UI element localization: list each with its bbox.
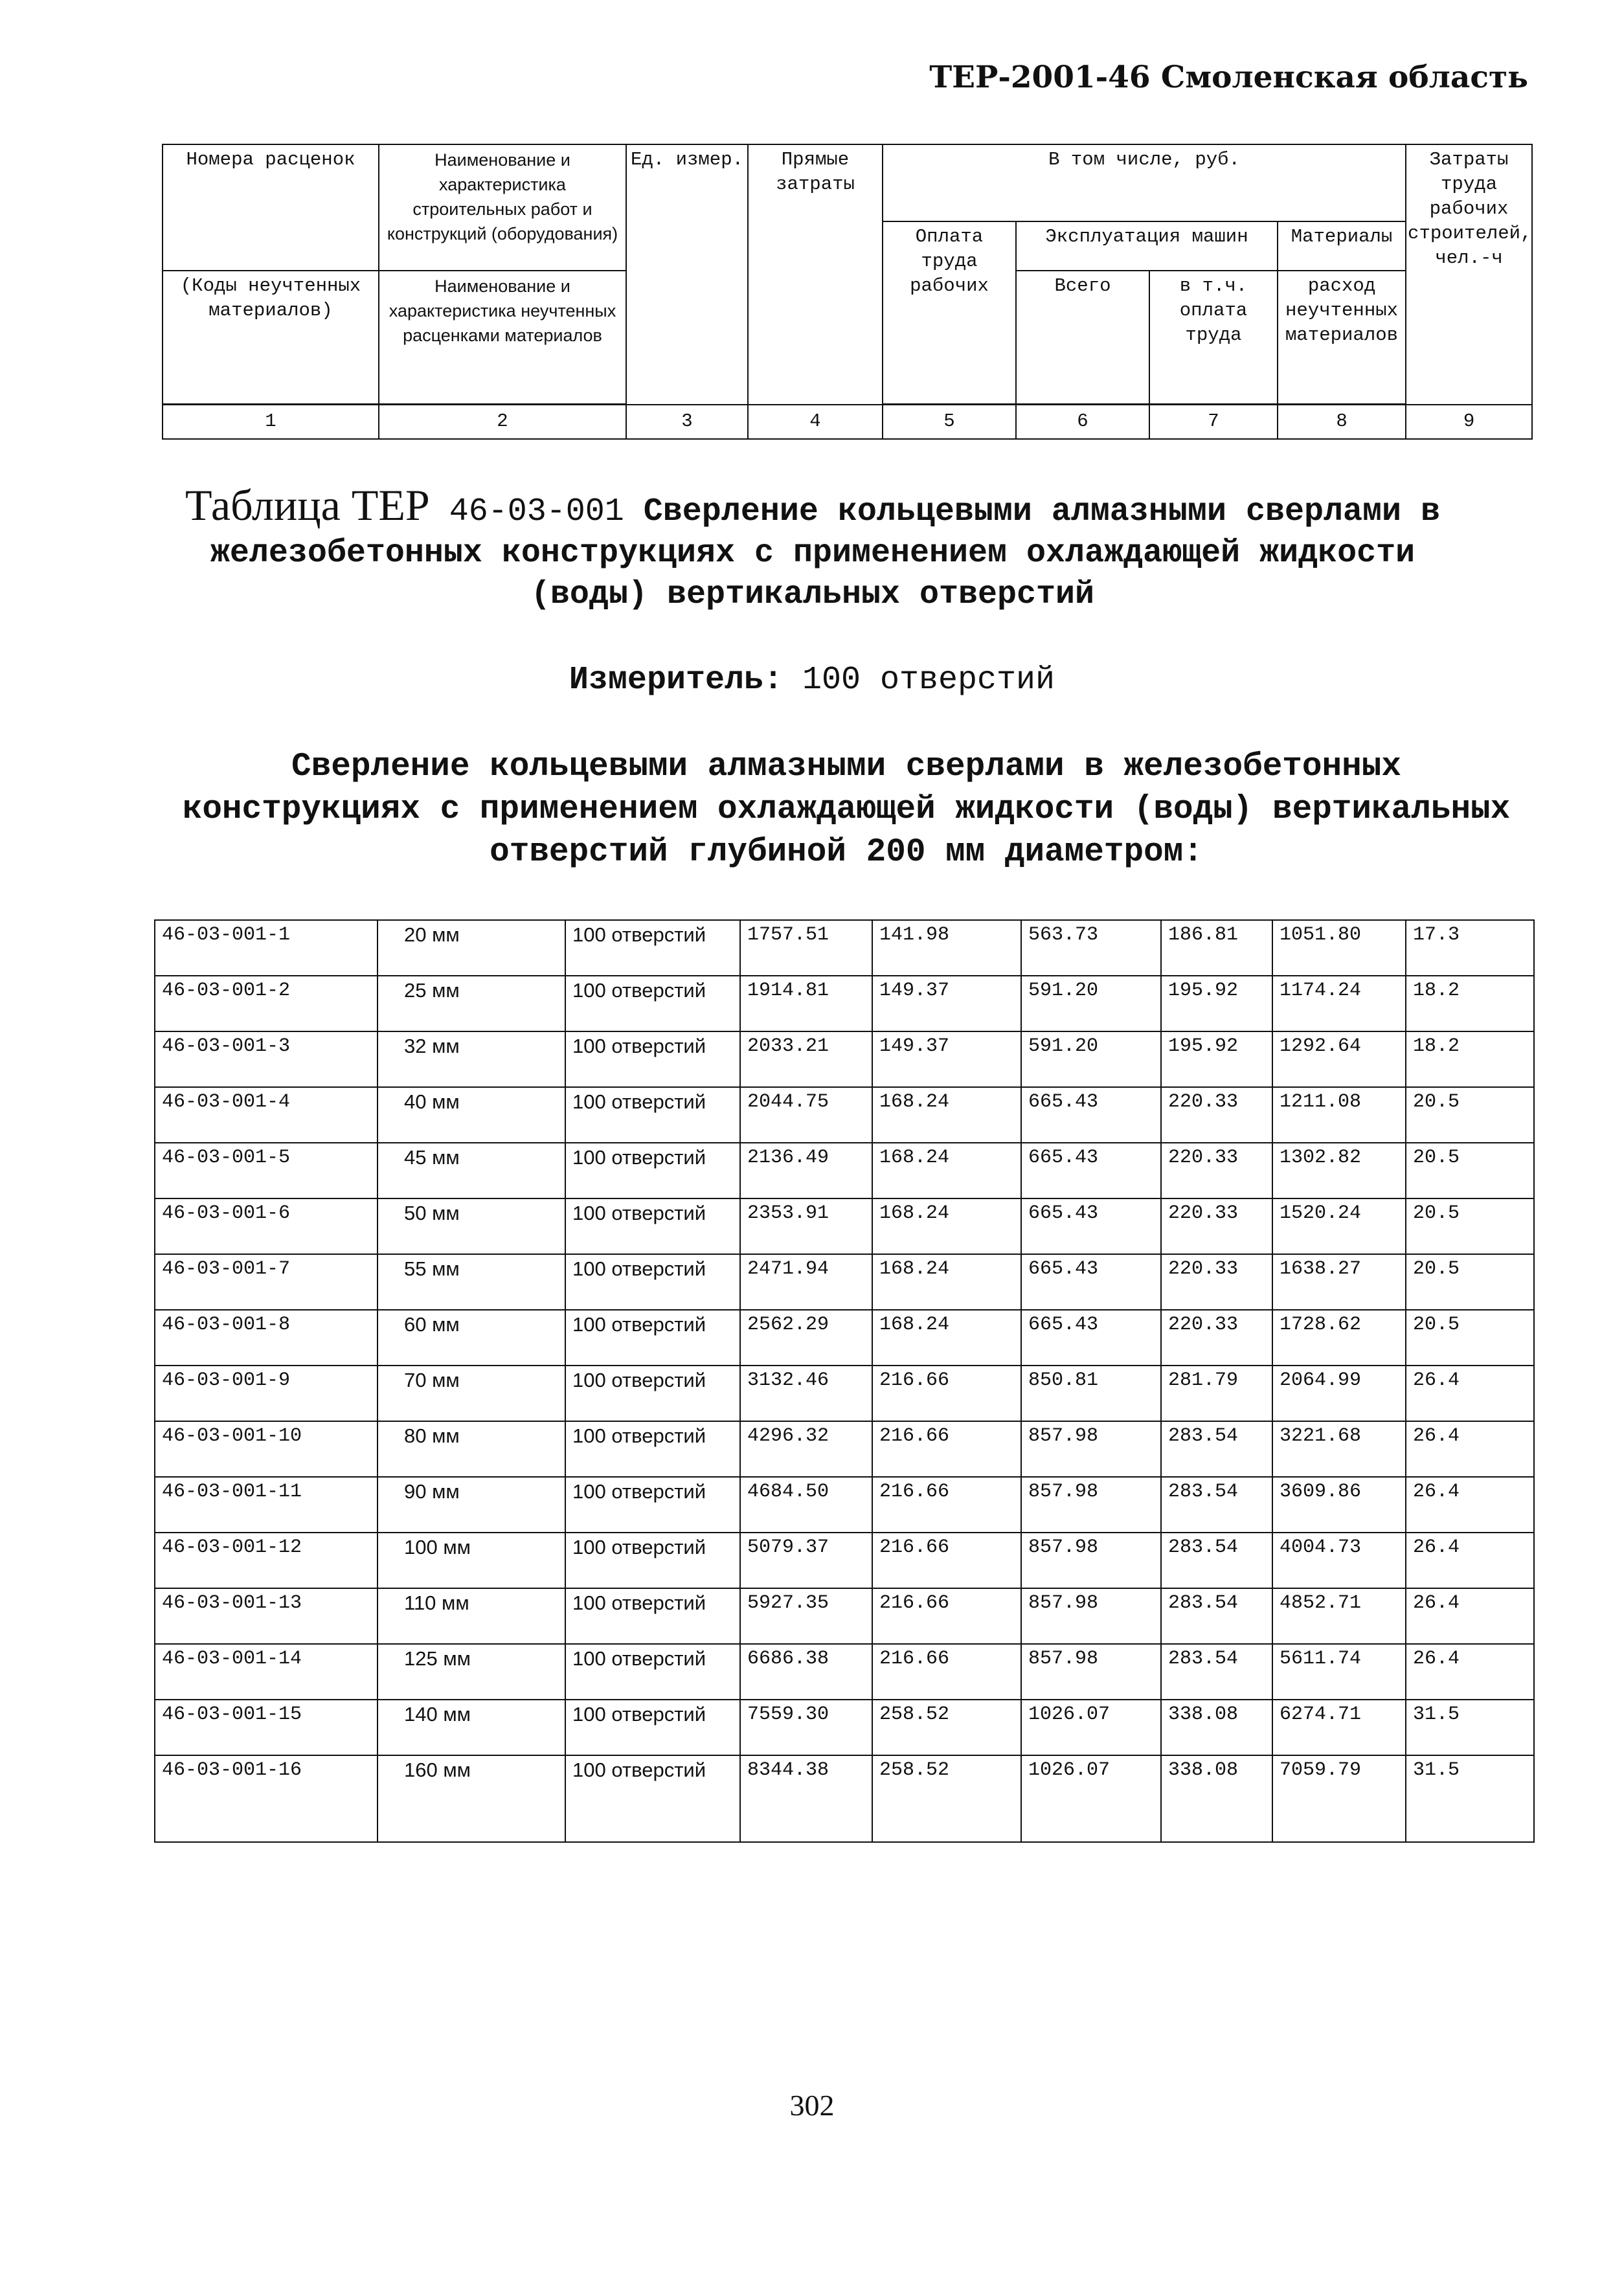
cell-unit: 100 отверстий (565, 1198, 740, 1254)
cell-rate-code: 46-03-001-14 (155, 1644, 378, 1700)
header-unit: Ед. измер. (626, 144, 748, 405)
cell-unit: 100 отверстий (565, 976, 740, 1031)
cell-labor-hours: 18.2 (1406, 1031, 1534, 1087)
cell-worker-wages: 168.24 (872, 1310, 1021, 1366)
cell-machine-wages: 283.54 (1161, 1477, 1272, 1533)
cell-direct-costs: 2562.29 (740, 1310, 872, 1366)
cell-unit: 100 отверстий (565, 1366, 740, 1421)
cell-diameter: 100 мм (378, 1533, 565, 1588)
cell-worker-wages: 168.24 (872, 1198, 1021, 1254)
cell-machines-total: 591.20 (1021, 1031, 1161, 1087)
cell-unit: 100 отверстий (565, 1588, 740, 1644)
section-title: Сверление кольцевыми алмазными сверлами в железобетонных конструкциях с применением охлаждающей жидкости (воды) вертикальных отверстий глубиной 200 мм диаметром: (182, 748, 1511, 871)
cell-labor-hours: 17.3 (1406, 920, 1534, 976)
cell-machine-wages: 283.54 (1161, 1533, 1272, 1588)
table-row (155, 1254, 1534, 1310)
cell-rate-code: 46-03-001-8 (155, 1310, 378, 1366)
cell-direct-costs: 2044.75 (740, 1087, 872, 1143)
cell-diameter: 25 мм (378, 976, 565, 1031)
table-row (155, 920, 1534, 976)
cell-materials-cost: 1728.62 (1272, 1310, 1406, 1366)
cell-direct-costs: 2033.21 (740, 1031, 872, 1087)
cell-rate-code: 46-03-001-12 (155, 1533, 378, 1588)
cell-diameter: 20 мм (378, 920, 565, 976)
col-number: 2 (379, 405, 626, 439)
table-row (155, 1087, 1534, 1143)
cell-machine-wages: 281.79 (1161, 1366, 1272, 1421)
col-number: 6 (1016, 405, 1149, 439)
cell-labor-hours: 26.4 (1406, 1588, 1534, 1644)
col-number: 7 (1149, 405, 1278, 439)
table-row (155, 1755, 1534, 1842)
rates-table (154, 919, 1535, 1843)
cell-direct-costs: 4296.32 (740, 1421, 872, 1477)
cell-worker-wages: 216.66 (872, 1366, 1021, 1421)
cell-machine-wages: 283.54 (1161, 1588, 1272, 1644)
cell-materials-cost: 1051.80 (1272, 920, 1406, 976)
cell-machines-total: 857.98 (1021, 1588, 1161, 1644)
cell-rate-code: 46-03-001-7 (155, 1254, 378, 1310)
cell-direct-costs: 1757.51 (740, 920, 872, 976)
cell-worker-wages: 258.52 (872, 1700, 1021, 1755)
cell-unit: 100 отверстий (565, 1700, 740, 1755)
cell-diameter: 50 мм (378, 1198, 565, 1254)
cell-direct-costs: 4684.50 (740, 1477, 872, 1533)
cell-direct-costs: 2353.91 (740, 1198, 872, 1254)
table-row (155, 1421, 1534, 1477)
cell-machine-wages: 283.54 (1161, 1644, 1272, 1700)
cell-direct-costs: 7559.30 (740, 1700, 872, 1755)
cell-rate-code: 46-03-001-5 (155, 1143, 378, 1198)
cell-machines-total: 665.43 (1021, 1143, 1161, 1198)
cell-unit: 100 отверстий (565, 1644, 740, 1700)
cell-materials-cost: 1520.24 (1272, 1198, 1406, 1254)
header-spacer (163, 221, 379, 271)
col-number: 5 (883, 405, 1016, 439)
cell-materials-cost: 1302.82 (1272, 1143, 1406, 1198)
measure-value: 100 отверстий (802, 662, 1055, 699)
cell-rate-code: 46-03-001-4 (155, 1087, 378, 1143)
cell-labor-hours: 20.5 (1406, 1143, 1534, 1198)
cell-machines-total: 1026.07 (1021, 1700, 1161, 1755)
table-row (155, 1310, 1534, 1366)
cell-machine-wages: 186.81 (1161, 920, 1272, 976)
cell-materials-cost: 4004.73 (1272, 1533, 1406, 1588)
header-including: В том числе, руб. (883, 144, 1406, 221)
col-number: 1 (163, 405, 379, 439)
cell-labor-hours: 26.4 (1406, 1421, 1534, 1477)
cell-rate-code: 46-03-001-6 (155, 1198, 378, 1254)
cell-worker-wages: 141.98 (872, 920, 1021, 976)
cell-machines-total: 1026.07 (1021, 1755, 1161, 1842)
header-machines-total: Всего (1016, 271, 1149, 403)
header-unaccounted-description: Наименование и характеристика неучтенных расценками материалов (379, 271, 626, 403)
cell-direct-costs: 5079.37 (740, 1533, 872, 1588)
cell-materials-cost: 1174.24 (1272, 976, 1406, 1031)
cell-worker-wages: 168.24 (872, 1143, 1021, 1198)
table-row (155, 1533, 1534, 1588)
col-number: 9 (1406, 405, 1532, 439)
header-rate-numbers: Номера расценок (163, 144, 379, 221)
cell-worker-wages: 216.66 (872, 1421, 1021, 1477)
cell-machine-wages: 338.08 (1161, 1755, 1272, 1842)
cell-materials-cost: 3609.86 (1272, 1477, 1406, 1533)
page-number: 302 (789, 2089, 835, 2122)
cell-diameter: 32 мм (378, 1031, 565, 1087)
table-row (155, 1143, 1534, 1198)
cell-diameter: 40 мм (378, 1087, 565, 1143)
cell-unit: 100 отверстий (565, 1477, 740, 1533)
cell-direct-costs: 2471.94 (740, 1254, 872, 1310)
cell-unit: 100 отверстий (565, 1533, 740, 1588)
table-row (155, 1588, 1534, 1644)
cell-labor-hours: 26.4 (1406, 1477, 1534, 1533)
cell-materials-cost: 2064.99 (1272, 1366, 1406, 1421)
cell-materials-cost: 1638.27 (1272, 1254, 1406, 1310)
cell-unit: 100 отверстий (565, 1143, 740, 1198)
cell-labor-hours: 26.4 (1406, 1644, 1534, 1700)
cell-direct-costs: 8344.38 (740, 1755, 872, 1842)
cell-worker-wages: 216.66 (872, 1644, 1021, 1700)
cell-rate-code: 46-03-001-11 (155, 1477, 378, 1533)
cell-materials-cost: 3221.68 (1272, 1421, 1406, 1477)
cell-diameter: 60 мм (378, 1310, 565, 1366)
cell-labor-hours: 20.5 (1406, 1254, 1534, 1310)
cell-rate-code: 46-03-001-10 (155, 1421, 378, 1477)
cell-unit: 100 отверстий (565, 1254, 740, 1310)
cell-labor-hours: 18.2 (1406, 976, 1534, 1031)
col-number: 3 (626, 405, 748, 439)
table-row (155, 1031, 1534, 1087)
cell-diameter: 125 мм (378, 1644, 565, 1700)
table-row (155, 1198, 1534, 1254)
cell-machines-total: 857.98 (1021, 1533, 1161, 1588)
cell-labor-hours: 20.5 (1406, 1087, 1534, 1143)
cell-machine-wages: 220.33 (1161, 1254, 1272, 1310)
header-materials: Материалы (1278, 221, 1406, 271)
cell-diameter: 45 мм (378, 1143, 565, 1198)
header-unaccounted-materials: расход неучтенных материалов (1278, 271, 1406, 403)
cell-machines-total: 857.98 (1021, 1644, 1161, 1700)
cell-direct-costs: 5927.35 (740, 1588, 872, 1644)
header-wages: Оплата труда рабочих (883, 221, 1016, 403)
cell-machine-wages: 195.92 (1161, 1031, 1272, 1087)
cell-materials-cost: 1292.64 (1272, 1031, 1406, 1087)
cell-labor-hours: 31.5 (1406, 1755, 1534, 1842)
cell-direct-costs: 1914.81 (740, 976, 872, 1031)
cell-rate-code: 46-03-001-16 (155, 1755, 378, 1842)
running-header: ТЕР-2001-46 Смоленская область (929, 60, 1528, 95)
cell-worker-wages: 258.52 (872, 1755, 1021, 1842)
cell-machines-total: 665.43 (1021, 1310, 1161, 1366)
cell-machines-total: 665.43 (1021, 1198, 1161, 1254)
cell-rate-code: 46-03-001-9 (155, 1366, 378, 1421)
cell-machine-wages: 220.33 (1161, 1143, 1272, 1198)
cell-unit: 100 отверстий (565, 1310, 740, 1366)
table-title-lead: Таблица ТЕР (185, 480, 430, 530)
cell-rate-code: 46-03-001-1 (155, 920, 378, 976)
cell-direct-costs: 3132.46 (740, 1366, 872, 1421)
cell-machines-total: 857.98 (1021, 1421, 1161, 1477)
cell-worker-wages: 149.37 (872, 1031, 1021, 1087)
cell-materials-cost: 1211.08 (1272, 1087, 1406, 1143)
cell-worker-wages: 168.24 (872, 1087, 1021, 1143)
col-number: 4 (748, 405, 883, 439)
cell-worker-wages: 216.66 (872, 1533, 1021, 1588)
table-title-text: Сверление кольцевыми алмазными сверлами в железобетонных конструкциях с применением охлаждающей жидкости (воды) вертикальных отверстий (210, 493, 1440, 613)
cell-rate-code: 46-03-001-2 (155, 976, 378, 1031)
cell-materials-cost: 4852.71 (1272, 1588, 1406, 1644)
table-row (155, 976, 1534, 1031)
cell-machines-total: 591.20 (1021, 976, 1161, 1031)
cell-machine-wages: 338.08 (1161, 1700, 1272, 1755)
cell-diameter: 140 мм (378, 1700, 565, 1755)
header-labor-costs: Затраты труда рабочих строителей, чел.-ч (1406, 144, 1532, 405)
cell-diameter: 55 мм (378, 1254, 565, 1310)
header-work-description: Наименование и характеристика строительных работ и конструкций (оборудования) (379, 144, 626, 271)
cell-labor-hours: 20.5 (1406, 1310, 1534, 1366)
measure-label: Измеритель: (569, 662, 783, 699)
cell-machine-wages: 195.92 (1161, 976, 1272, 1031)
cell-diameter: 110 мм (378, 1588, 565, 1644)
cell-machine-wages: 220.33 (1161, 1087, 1272, 1143)
table-row (155, 1477, 1534, 1533)
header-machines: Эксплуатация машин (1016, 221, 1278, 271)
cell-machines-total: 665.43 (1021, 1087, 1161, 1143)
cell-machine-wages: 220.33 (1161, 1198, 1272, 1254)
cell-rate-code: 46-03-001-3 (155, 1031, 378, 1087)
header-machines-wages: в т.ч. оплата труда (1149, 271, 1278, 403)
cell-worker-wages: 149.37 (872, 976, 1021, 1031)
cell-materials-cost: 5611.74 (1272, 1644, 1406, 1700)
cell-labor-hours: 20.5 (1406, 1198, 1534, 1254)
cell-worker-wages: 216.66 (872, 1588, 1021, 1644)
cell-materials-cost: 6274.71 (1272, 1700, 1406, 1755)
cell-labor-hours: 26.4 (1406, 1533, 1534, 1588)
cell-labor-hours: 31.5 (1406, 1700, 1534, 1755)
cell-rate-code: 46-03-001-13 (155, 1588, 378, 1644)
cell-machines-total: 665.43 (1021, 1254, 1161, 1310)
table-row (155, 1366, 1534, 1421)
table-row (155, 1700, 1534, 1755)
cell-machine-wages: 283.54 (1161, 1421, 1272, 1477)
cell-unit: 100 отверстий (565, 1755, 740, 1842)
table-title-code: 46-03-001 (449, 493, 624, 530)
header-direct-costs: Прямые затраты (748, 144, 883, 405)
table-title (181, 480, 1444, 616)
cell-direct-costs: 2136.49 (740, 1143, 872, 1198)
cell-diameter: 90 мм (378, 1477, 565, 1533)
cell-machine-wages: 220.33 (1161, 1310, 1272, 1366)
cell-rate-code: 46-03-001-15 (155, 1700, 378, 1755)
col-number: 8 (1278, 405, 1406, 439)
cell-unit: 100 отверстий (565, 1031, 740, 1087)
cell-machines-total: 857.98 (1021, 1477, 1161, 1533)
cell-worker-wages: 216.66 (872, 1477, 1021, 1533)
cell-unit: 100 отверстий (565, 1421, 740, 1477)
cell-labor-hours: 26.4 (1406, 1366, 1534, 1421)
cell-worker-wages: 168.24 (872, 1254, 1021, 1310)
header-unaccounted-codes: (Коды неучтенных материалов) (163, 271, 379, 403)
header-table (162, 144, 1533, 440)
cell-unit: 100 отверстий (565, 1087, 740, 1143)
cell-diameter: 70 мм (378, 1366, 565, 1421)
cell-materials-cost: 7059.79 (1272, 1755, 1406, 1842)
cell-direct-costs: 6686.38 (740, 1644, 872, 1700)
cell-unit: 100 отверстий (565, 920, 740, 976)
cell-machines-total: 850.81 (1021, 1366, 1161, 1421)
cell-diameter: 160 мм (378, 1755, 565, 1842)
table-row (155, 1644, 1534, 1700)
cell-diameter: 80 мм (378, 1421, 565, 1477)
measure-unit (0, 662, 1624, 699)
cell-machines-total: 563.73 (1021, 920, 1161, 976)
